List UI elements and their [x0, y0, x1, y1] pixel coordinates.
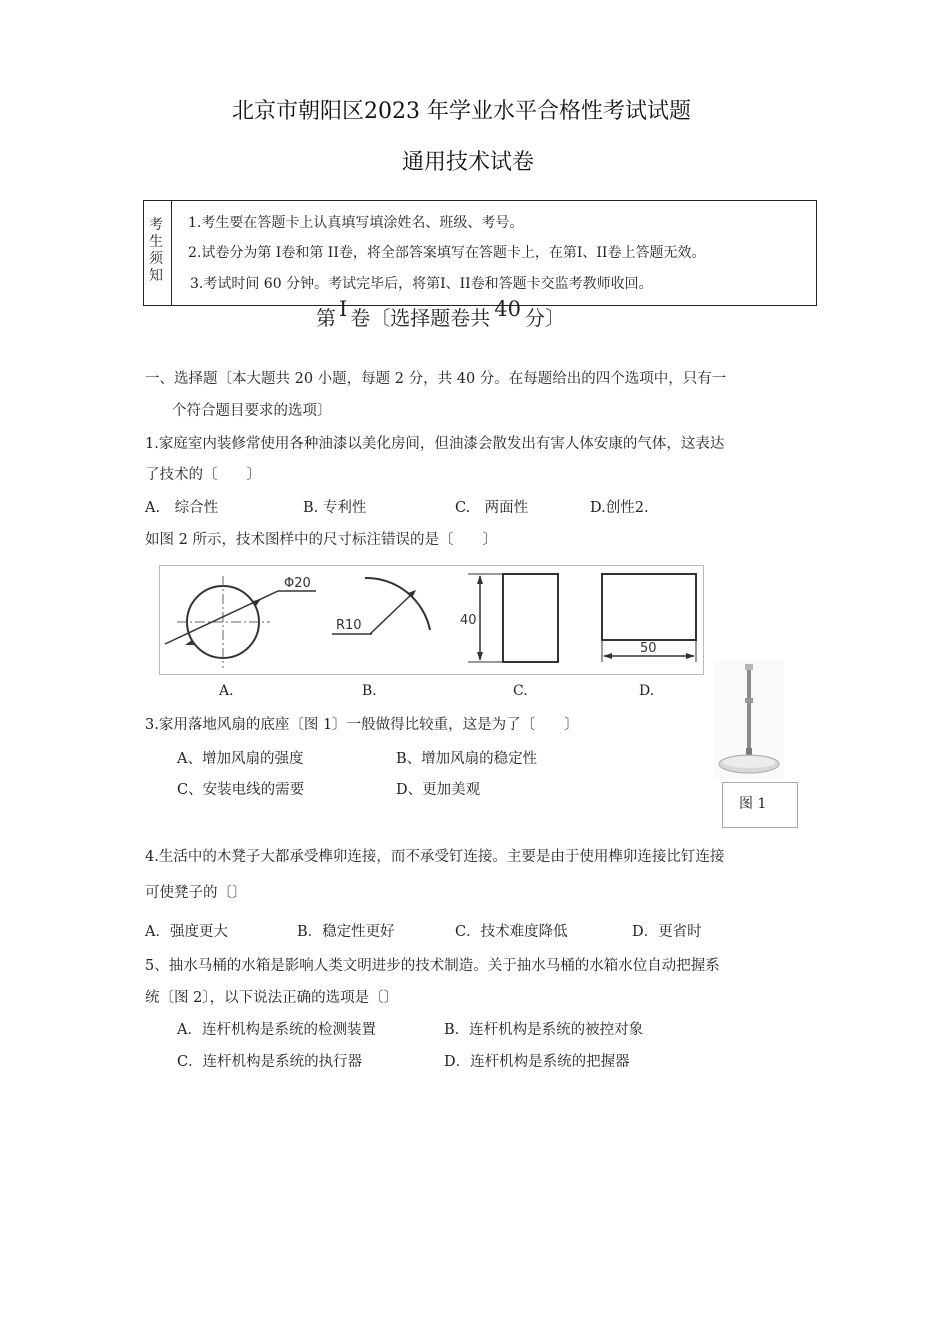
fig2-label-a: A.	[219, 683, 234, 699]
q5-option-b: B．连杆机构是系统的被控对象	[444, 1022, 644, 1038]
notice-item-1: 1.考生要在答题卡上认真填写填涂姓名、班级、考号。	[188, 215, 524, 231]
exam-title: 北京市朝阳区2023 年学业水平合格性考试试题	[232, 99, 691, 124]
q4-option-b: B．稳定性更好	[297, 924, 395, 940]
dimension-figure	[159, 565, 704, 675]
q4-stem-line1: 4.生活中的木凳子大都承受榫卯连接，而不承受钉连接。主要是由于使用榫卯连接比钉连接	[145, 849, 725, 865]
q5-option-d: D．连杆机构是系统的把握器	[444, 1054, 630, 1070]
q1-stem-line1: 1.家庭室内装修常使用各种油漆以美化房间，但油漆会散发出有害人体安康的气体，这表达	[145, 436, 725, 452]
fig1-caption-box	[722, 782, 798, 828]
q1-option-a: A. 综合性	[145, 500, 219, 516]
fig2-label-c: C.	[513, 683, 528, 699]
q4-option-d: D．更省时	[632, 924, 702, 940]
notice-item-2: 2.试卷分为第 I卷和第 II卷，将全部答案填写在答题卡上，在第I、II卷上答题无效。	[188, 245, 706, 261]
q5-stem-line2: 统〔图 2〕，以下说法正确的选项是〔〕	[145, 990, 399, 1006]
floor-fan-image	[714, 660, 784, 780]
dimension-drawings	[160, 566, 705, 676]
q1-option-d: D.创性2.	[590, 500, 649, 516]
exam-subtitle: 通用技术试卷	[402, 150, 535, 175]
drawing-b	[332, 578, 430, 634]
fig2-label-d: D.	[639, 683, 655, 699]
section-title-num1: I	[339, 297, 348, 321]
section-title-suffix: 分〕	[525, 306, 566, 330]
section-title-num2: 40	[494, 297, 522, 321]
q3-stem: 3.家用落地风扇的底座〔图 1〕一般做得比较重，这是为了〔 〕	[145, 717, 579, 733]
drawing-a	[165, 576, 316, 668]
q1-option-b: B. 专利性	[303, 500, 367, 516]
part1-intro-line1: 一、选择题〔本大题共 20 小题，每题 2 分，共 40 分。在每题给出的四个选项中，只有一	[145, 371, 727, 387]
floor-fan-icon	[714, 660, 784, 780]
q4-stem-line2: 可使凳子的〔〕	[145, 885, 247, 901]
drawing-c	[460, 574, 558, 662]
drawing-d	[602, 574, 696, 662]
q3-option-a: A、增加风扇的强度	[177, 751, 304, 767]
dim-a-label: Φ20	[284, 576, 311, 591]
notice-label-column	[144, 201, 172, 305]
dim-c-label: 40	[460, 613, 477, 628]
part1-intro-line2: 个符合题目要求的选项〕	[172, 403, 332, 419]
q5-stem-line1: 5、抽水马桶的水箱是影响人类文明进步的技术制造。关于抽水马桶的水箱水位自动把握系	[145, 958, 720, 974]
notice-item-3: 3.考试时间 60 分钟。考试完毕后，将第I、II卷和答题卡交监考教师收回。	[190, 276, 653, 292]
section-title	[316, 297, 566, 331]
dim-d-label: 50	[640, 641, 657, 656]
q4-option-c: C．技术难度降低	[455, 924, 568, 940]
fig2-label-b: B.	[362, 683, 377, 699]
q3-option-b: B、增加风扇的稳定性	[396, 751, 538, 767]
dim-b-label: R10	[336, 618, 362, 633]
notice-label: 考生须知	[149, 217, 163, 284]
section-title-mid: 卷〔选择题卷共	[350, 306, 491, 330]
notice-box	[143, 200, 817, 306]
q3-option-c: C、安装电线的需要	[177, 782, 305, 798]
fig1-label: 图 1	[739, 796, 767, 812]
q1-stem-line2: 了技术的〔 〕	[145, 467, 261, 483]
q3-option-d: D、更加美观	[396, 782, 481, 798]
q2-stem: 如图 2 所示，技术图样中的尺寸标注错误的是〔 〕	[145, 532, 497, 548]
section-title-prefix: 第	[316, 306, 336, 330]
q5-option-a: A．连杆机构是系统的检测装置	[177, 1022, 376, 1038]
q1-option-c: C. 两面性	[455, 500, 529, 516]
q4-option-a: A．强度更大	[145, 924, 228, 940]
q5-option-c: C．连杆机构是系统的执行器	[177, 1054, 363, 1070]
